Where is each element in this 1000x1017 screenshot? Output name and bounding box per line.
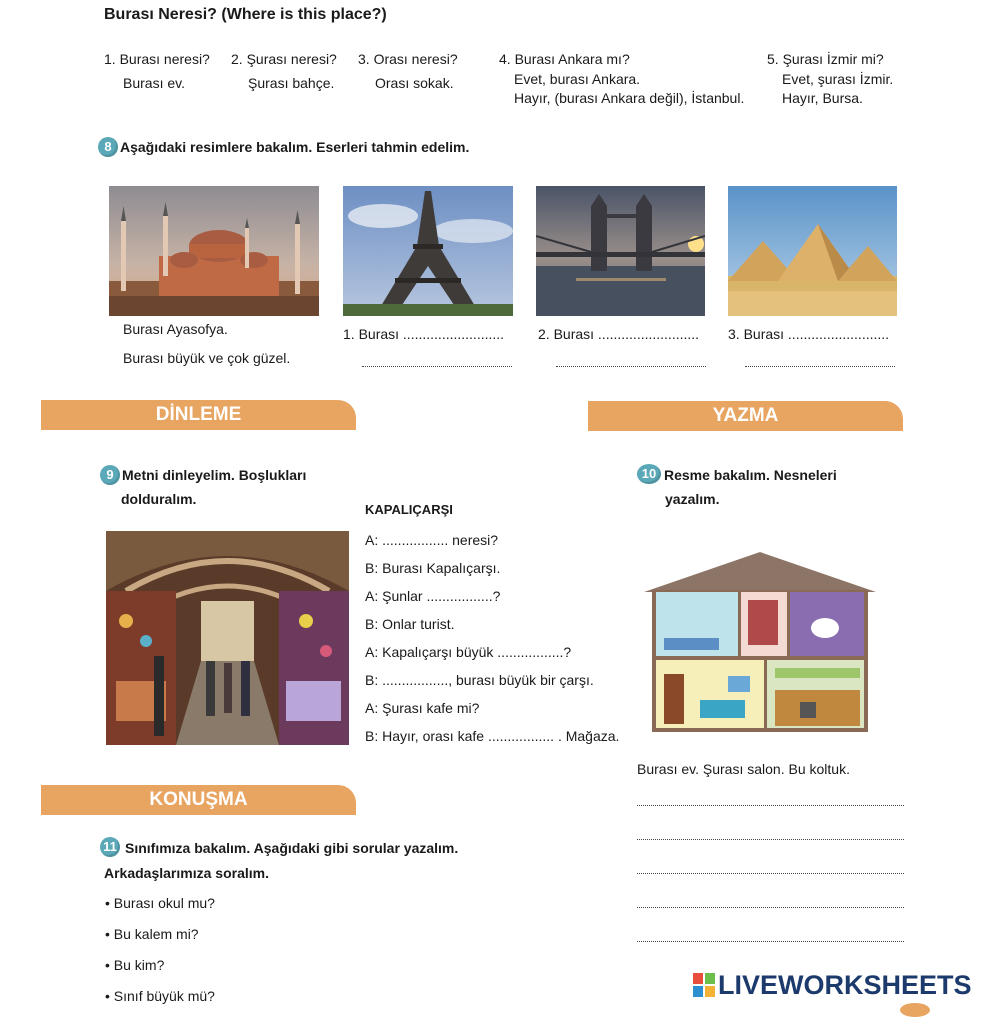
blank-1-prompt: 1. Burası ..........................: [343, 326, 505, 342]
exercise-10-answer-line-3[interactable]: [637, 873, 904, 874]
dialog-title: KAPALIÇARŞI: [365, 502, 453, 517]
exercise-10-instruction-line1: Resme bakalım. Nesneleri: [664, 467, 837, 483]
liveworksheets-logo-icon: [693, 973, 715, 997]
dialog-line-8: B: Hayır, orası kafe ................. . Mağaza.: [365, 728, 620, 744]
dialog-line-6: B: ................., burası büyük bir çarşı.: [365, 672, 594, 688]
exercise-8-number: 8: [98, 137, 118, 157]
example-1-question: 1. Burası neresi?: [104, 51, 210, 67]
dialog-line-5: A: Kapalıçarşı büyük .................?: [365, 644, 572, 660]
example-4-answer-yes: Evet, burası Ankara.: [514, 71, 641, 87]
exercise-10-answer-line-5[interactable]: [637, 941, 904, 942]
exercise-11-instruction-line2: Arkadaşlarımıza soralım.: [104, 865, 269, 881]
dialog-line-1: A: ................. neresi?: [365, 532, 499, 548]
konusma-banner: KONUŞMA: [41, 785, 356, 815]
eiffel-tower-photo: [343, 186, 513, 316]
blank-2-prompt: 2. Burası ..........................: [538, 326, 700, 342]
dialog-line-4: B: Onlar turist.: [365, 616, 455, 632]
tower-bridge-photo: [536, 186, 705, 316]
dialog-line-2: B: Burası Kapalıçarşı.: [365, 560, 501, 576]
blank-3-prompt: 3. Burası ..........................: [728, 326, 890, 342]
house-illustration: [640, 550, 880, 735]
example-4-question: 4. Burası Ankara mı?: [499, 51, 630, 67]
exercise-10-answer-line-2[interactable]: [637, 839, 904, 840]
exercise-9-number: 9: [100, 465, 120, 485]
exercise-10-example: Burası ev. Şurası salon. Bu koltuk.: [637, 761, 850, 777]
example-3-question: 3. Orası neresi?: [358, 51, 458, 67]
exercise-10-number: 10: [637, 464, 661, 484]
example-5-question: 5. Şurası İzmir mi?: [767, 51, 884, 67]
example-5-answer-yes: Evet, şurası İzmir.: [782, 71, 894, 87]
bullet-question-1: • Burası okul mu?: [105, 895, 215, 911]
exercise-11-instruction-line1: Sınıfımıza bakalım. Aşağıdaki gibi sorular yazalım.: [125, 840, 459, 856]
bullet-question-2: • Bu kalem mi?: [105, 926, 199, 942]
hagia-sophia-description: Burası büyük ve çok güzel.: [123, 350, 291, 366]
hagia-sophia-caption: Burası Ayasofya.: [123, 321, 228, 337]
exercise-10-answer-line-1[interactable]: [637, 805, 904, 806]
example-2-answer: Şurası bahçe.: [248, 75, 335, 91]
example-2-question: 2. Şurası neresi?: [231, 51, 337, 67]
exercise-11-number: 11: [100, 837, 120, 857]
page-title: Burası Neresi? (Where is this place?): [104, 6, 387, 23]
example-3-answer: Orası sokak.: [375, 75, 454, 91]
example-4-answer-no: Hayır, (burası Ankara değil), İstanbul.: [514, 90, 745, 106]
example-5-answer-no: Hayır, Bursa.: [782, 90, 863, 106]
exercise-10-answer-line-4[interactable]: [637, 907, 904, 908]
exercise-8-instruction: Aşağıdaki resimlere bakalım. Eserleri tahmin edelim.: [120, 139, 470, 155]
blank-1-answer-line[interactable]: [362, 366, 512, 367]
grand-bazaar-photo: [106, 531, 349, 745]
bullet-question-4: • Sınıf büyük mü?: [105, 988, 215, 1004]
blank-2-answer-line[interactable]: [556, 366, 706, 367]
exercise-9-instruction-line1: Metni dinleyelim. Boşlukları: [122, 467, 307, 483]
page-corner-decoration: [900, 1003, 930, 1017]
liveworksheets-logo-text: LIVEWORKSHEETS: [718, 970, 972, 1000]
exercise-10-instruction-line2: yazalım.: [665, 491, 720, 507]
dinleme-banner: DİNLEME: [41, 400, 356, 430]
yazma-banner: YAZMA: [588, 401, 903, 431]
blank-3-answer-line[interactable]: [745, 366, 895, 367]
exercise-9-instruction-line2: dolduralım.: [121, 491, 197, 507]
hagia-sophia-photo: [109, 186, 319, 316]
dialog-line-7: A: Şurası kafe mi?: [365, 700, 480, 716]
pyramids-photo: [728, 186, 897, 316]
dialog-line-3: A: Şunlar .................?: [365, 588, 501, 604]
bullet-question-3: • Bu kim?: [105, 957, 165, 973]
example-1-answer: Burası ev.: [123, 75, 185, 91]
